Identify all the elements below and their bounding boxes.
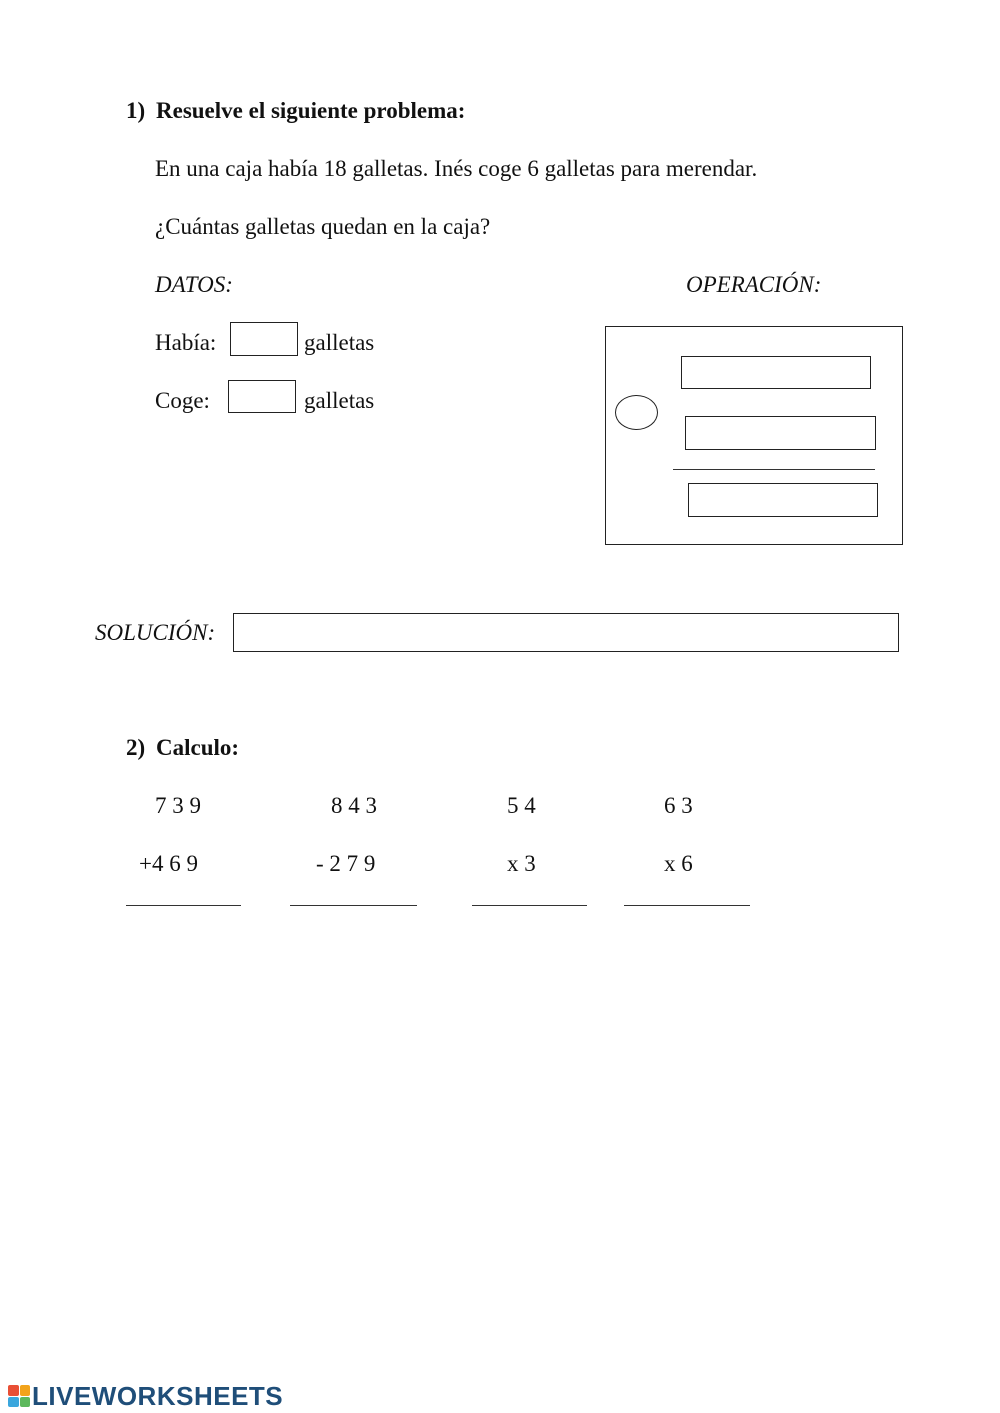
problem-statement: En una caja había 18 galletas. Inés coge 6 galletas para merendar. [155,156,758,181]
exercise-1-number: 1) [126,98,146,123]
coge-unit: galletas [304,388,375,413]
operation-second-number-box[interactable] [685,416,876,450]
habia-answer-box[interactable] [230,322,298,356]
coge-label: Coge: [155,388,210,413]
habia-label: Había: [155,330,217,355]
problem-question: ¿Cuántas galletas quedan en la caja? [155,214,491,239]
exercise-2-title: Calculo: [156,735,240,760]
logo-tile [20,1385,31,1396]
operacion-label: OPERACIÓN: [686,272,822,297]
calc-1-top: 7 3 9 [155,793,201,818]
exercise-2-number: 2) [126,735,146,760]
liveworksheets-logo-icon [8,1385,30,1407]
liveworksheets-logo-text: LIVEWORKSHEETS [32,1380,284,1411]
calc-3-bottom: x 3 [507,851,536,876]
logo-tile [20,1397,31,1408]
calc-3-top: 5 4 [507,793,536,818]
calc-1-bottom: +4 6 9 [139,851,198,876]
solucion-answer-box[interactable] [233,613,899,652]
calc-2-top: 8 4 3 [331,793,377,818]
calc-2-answer-line[interactable] [290,905,417,906]
calc-1-answer-line[interactable] [126,905,241,906]
calc-2-bottom: - 2 7 9 [316,851,376,876]
operation-result-box[interactable] [688,483,878,517]
calc-3-answer-line[interactable] [472,905,587,906]
exercise-1-title: Resuelve el siguiente problema: [156,98,466,123]
operation-first-number-box[interactable] [681,356,871,389]
calc-4-answer-line[interactable] [624,905,750,906]
logo-tile [8,1397,19,1408]
operation-result-line [673,469,875,470]
habia-unit: galletas [304,330,375,355]
coge-answer-box[interactable] [228,380,296,413]
operation-sign-circle[interactable] [615,395,658,430]
calc-4-bottom: x 6 [664,851,693,876]
solucion-label: SOLUCIÓN: [95,620,216,645]
logo-tile [8,1385,19,1396]
liveworksheets-logo [8,1381,283,1411]
datos-label: DATOS: [155,272,233,297]
calc-4-top: 6 3 [664,793,693,818]
